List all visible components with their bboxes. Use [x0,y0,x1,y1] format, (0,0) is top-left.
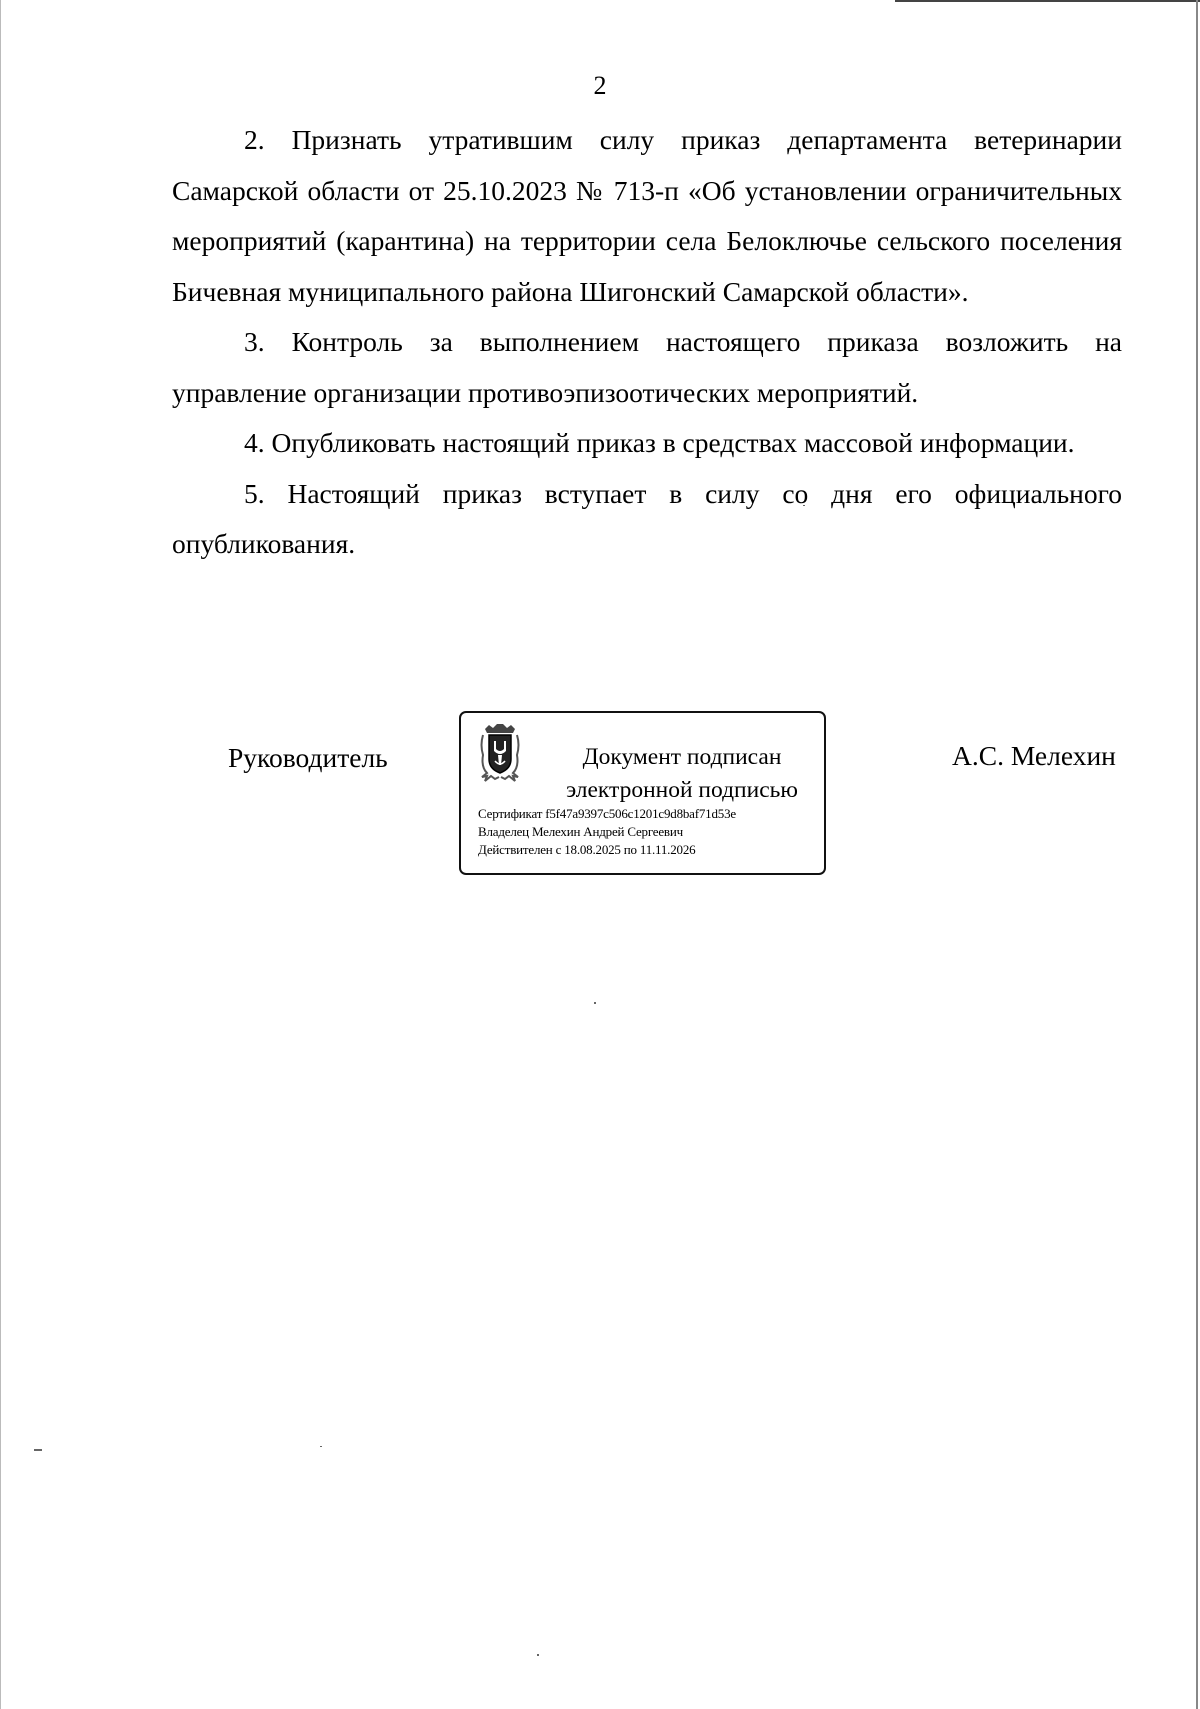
scan-speck [34,1449,42,1451]
stamp-heading-line: электронной подписью [566,777,798,803]
paragraph-effective: 5. Настоящий приказ вступает в силу со дня его официального опубликования. [172,477,1122,559]
stamp-heading-line: Документ подписан [582,744,782,770]
scan-edge-right [1196,0,1198,1709]
scan-speck [594,1002,596,1004]
scan-edge-left [0,0,1,1709]
scan-edge-top [895,0,1200,2]
signatory-position: Руководитель [228,742,388,773]
scan-speck [320,1446,322,1447]
stamp-heading [557,741,807,807]
scan-speck [537,1654,539,1656]
stamp-details [478,805,736,859]
samara-coat-of-arms-icon [479,723,521,783]
paragraph-control: 3. Контроль за выполнением настоящего приказа возложить на управление организации противоэпизоотических мероприятий. [172,326,1122,408]
order-body [172,115,1122,570]
stamp-certificate: Сертификат f5f47a9397c506c1201c9d8baf71d53e [478,806,736,821]
paragraph-publish: 4. Опубликовать настоящий приказ в средствах массовой информации. [244,427,1075,458]
page-number: 2 [593,71,607,100]
electronic-signature-stamp [459,711,826,875]
stamp-owner: Владелец Мелехин Андрей Сергеевич [478,824,683,839]
paragraph-repeal: 2. Признать утратившим силу приказ департамента ветеринарии Самарской области от 25.10.2023 № 713-п «Об установлении ограничительных мероприятий (карантина) на территории села Белоключье сельского поселения Бичевная муниципального района Шигонский Самарской области». [172,124,1122,307]
stamp-validity: Действителен с 18.08.2025 по 11.11.2026 [478,842,696,857]
signatory-name: А.С. Мелехин [952,740,1116,771]
